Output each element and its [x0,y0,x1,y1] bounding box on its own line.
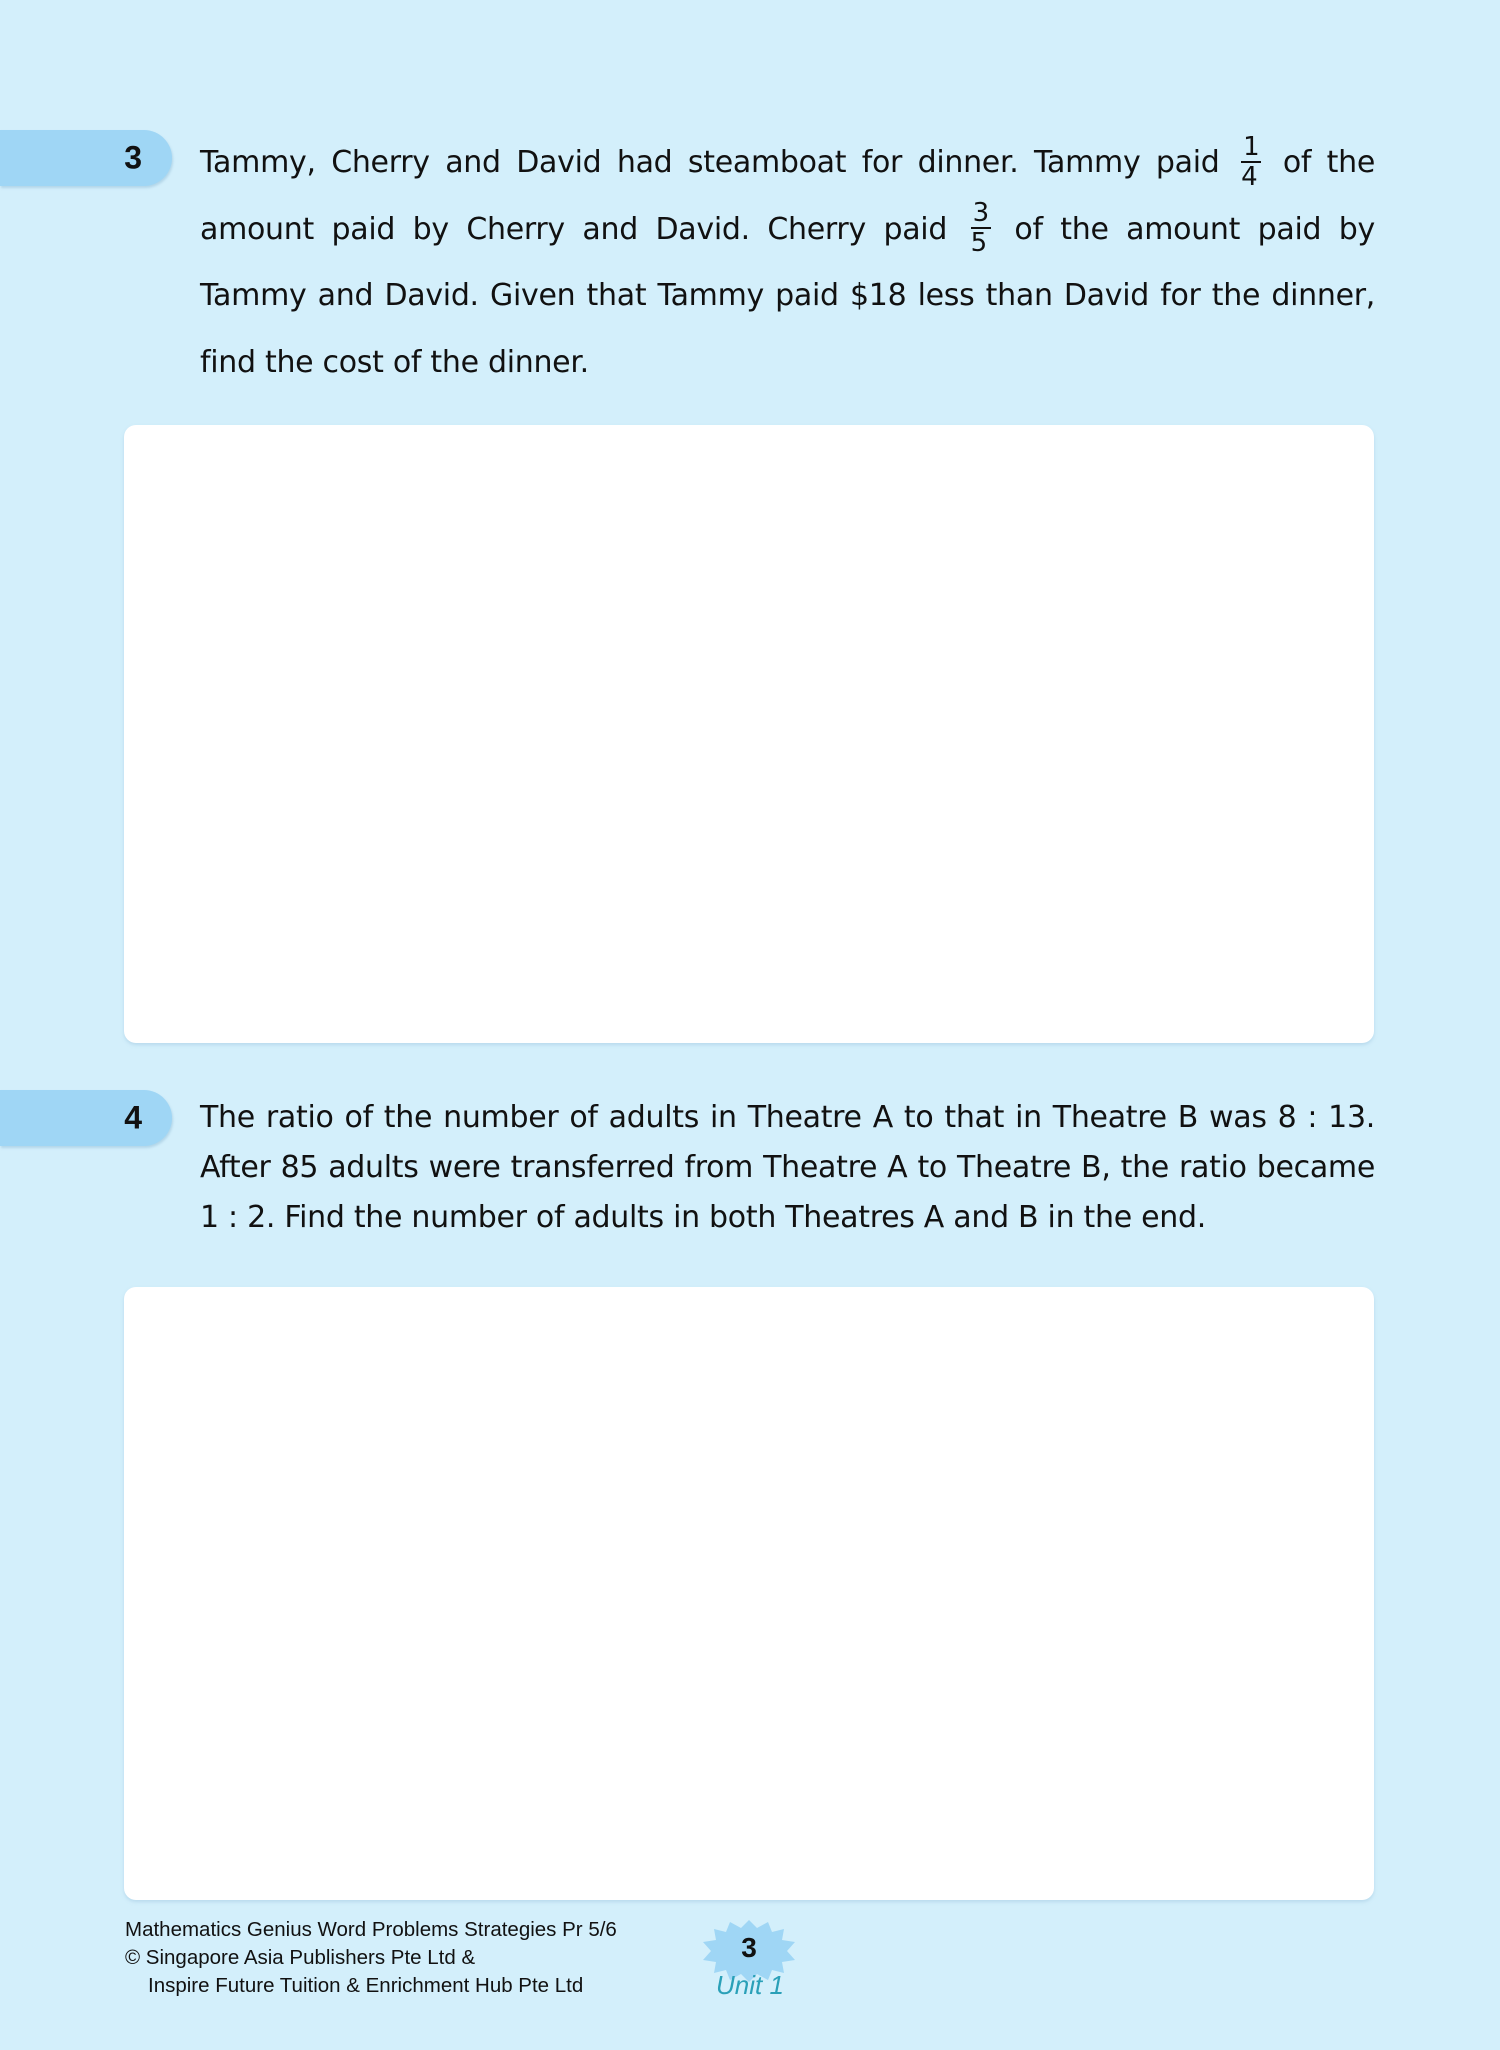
fraction-three-fifths [971,200,991,256]
question-3-part3: of the amount paid by Tammy and David. Given that Tammy paid $18 less than David for the dinner, find the cost of the dinner. [200,211,1375,380]
fraction-denominator: 5 [970,228,987,258]
copyright-line-1: © Singapore Asia Publishers Pte Ltd & [125,1946,476,1969]
question-3-text [200,130,1375,396]
unit-label: Unit 1 [716,1970,784,2000]
answer-box-question-3[interactable] [124,425,1374,1043]
fraction-one-quarter [1241,131,1261,192]
question-number: 4 [124,1099,142,1136]
question-3-part2: of the amount paid by Cherry and David. Cherry paid [200,145,1375,247]
page-number: 3 [741,1932,757,1963]
footer-credits [125,1916,617,2000]
question-number-badge [0,1090,172,1146]
fraction-denominator: 4 [1241,161,1258,192]
question-3-part1: Tammy, Cherry and David had steamboat for dinner. Tammy paid [200,145,1220,180]
copyright-line-2: Inspire Future Tuition & Enrichment Hub Pte Ltd [148,1974,584,1997]
answer-box-question-4[interactable] [124,1287,1374,1900]
fraction-numerator: 3 [972,198,989,228]
question-number: 3 [124,139,142,176]
question-4-text: The ratio of the number of adults in Theatre A to that in Theatre B was 8 : 13. After 85 adults were transferred from Theatre A to Theatre B, the ratio became 1 : 2. Find the number of adults in both Theatres A and B in the end. [200,1100,1375,1235]
book-title: Mathematics Genius Word Problems Strategies Pr 5/6 [125,1918,617,1941]
question-number-badge [0,130,172,186]
fraction-numerator: 1 [1243,131,1260,162]
